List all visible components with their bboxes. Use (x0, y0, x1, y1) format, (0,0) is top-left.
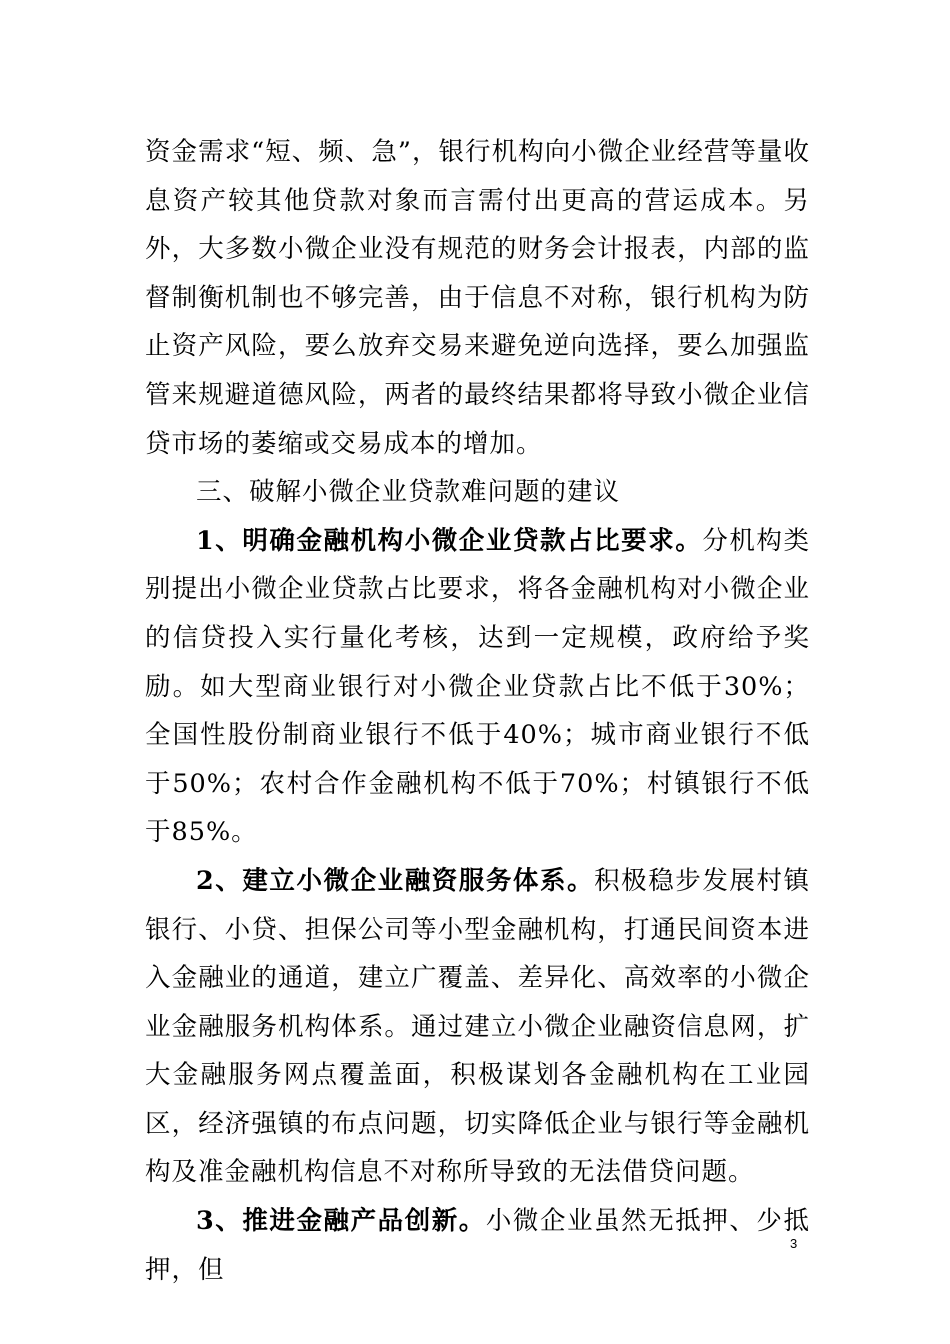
paragraph-text: 资金需求“短、频、急”，银行机构向小微企业经营等量收息资产较其他贷款对象而言需付出更高的营运成本。另外，大多数小微企业没有规范的财务会计报表，内部的监督制衡机制也不够完善，由于信息不对称，银行机构为防止资产风险，要么放弃交易来避免逆向选择，要么加强监管来规避道德风险，两者的最终结果都将导致小微企业信贷市场的萎缩或交易成本的增加。 (145, 137, 810, 459)
paragraph-credit-risk (145, 128, 810, 468)
suggestion-2-lead: 2、建立小微企业融资服务体系。 (196, 865, 595, 896)
suggestion-1-lead: 1、明确金融机构小微企业贷款占比要求。 (196, 525, 703, 556)
section-heading-text: 三、破解小微企业贷款难问题的建议 (196, 477, 621, 508)
paragraph-suggestion-1 (145, 517, 810, 857)
suggestion-3-lead: 3、推进金融产品创新。 (196, 1206, 486, 1237)
suggestion-3-text: 小微企业虽然无抵押、少抵押，但 (145, 1206, 810, 1285)
page-body (145, 128, 810, 1294)
paragraph-suggestion-2 (145, 857, 810, 1197)
suggestion-1-text: 分机构类别提出小微企业贷款占比要求，将各金融机构对小微企业的信贷投入实行量化考核，达到一定规模，政府给予奖励。如大型商业银行对小微企业贷款占比不低于30%；全国性股份制商业银行不低于40%；城市商业银行不低于50%；农村合作金融机构不低于70%；村镇银行不低于85%。 (145, 525, 810, 848)
section-heading-suggestions (145, 468, 810, 517)
suggestion-2-text: 积极稳步发展村镇银行、小贷、担保公司等小型金融机构，打通民间资本进入金融业的通道，建立广覆盖、差异化、高效率的小微企业金融服务机构体系。通过建立小微企业融资信息网，扩大金融服务网点覆盖面，积极谋划各金融机构在工业园区，经济强镇的布点问题，切实降低企业与银行等金融机构及准金融机构信息不对称所导致的无法借贷问题。 (145, 865, 810, 1188)
paragraph-suggestion-3 (145, 1197, 810, 1294)
page-number: 3 (790, 1236, 798, 1251)
